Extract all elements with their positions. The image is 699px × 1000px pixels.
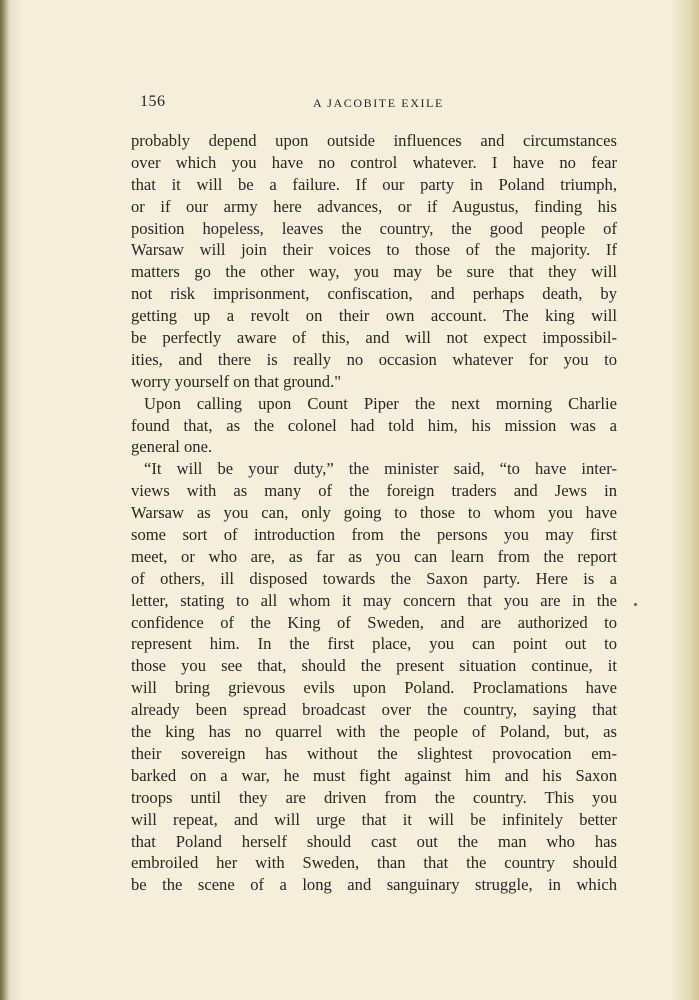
body-text xyxy=(131,130,617,896)
text-line: meet, or who are, as far as you can learn from the report xyxy=(131,546,617,566)
text-line: ities, and there is really no occasion whatever for you to xyxy=(131,349,617,369)
text-line: of others, ill disposed towards the Saxon party. Here is a xyxy=(131,568,617,588)
page-edge-shading xyxy=(671,0,699,1000)
text-line: troops until they are driven from the country. This you xyxy=(131,787,617,807)
text-line: their sovereign has without the slightest provocation em- xyxy=(131,743,617,763)
text-line: worry yourself on that ground." xyxy=(131,371,342,391)
text-line: general one. xyxy=(131,437,213,457)
text-line: will repeat, and will urge that it will be infinitely better xyxy=(131,809,617,829)
text-line: “It will be your duty,” the minister said, “to have inter- xyxy=(144,459,617,479)
text-line: will bring grievous evils upon Poland. Proclamations have xyxy=(131,678,617,698)
running-head xyxy=(140,93,615,113)
text-line: probably depend upon outside influences and circumstances xyxy=(131,131,617,150)
text-line: the king has no quarrel with the people of Poland, but, as xyxy=(131,722,617,742)
text-line: not risk imprisonment, confiscation, and perhaps death, by xyxy=(131,284,617,304)
text-line: position hopeless, leaves the country, the good people of xyxy=(131,218,617,238)
text-line: that it will be a failure. If our party in Poland triumph, xyxy=(131,174,617,194)
text-line: barked on a war, he must fight against him and his Saxon xyxy=(131,765,617,785)
text-line: over which you have no control whatever. I have no fear xyxy=(131,152,617,172)
text-line: or if our army here advances, or if Augustus, finding his xyxy=(131,196,617,216)
text-line: already been spread broadcast over the country, saying that xyxy=(131,700,617,720)
text-line: confidence of the King of Sweden, and are authorized to xyxy=(131,612,617,632)
text-line: letter, stating to all whom it may concern that you are in the xyxy=(131,590,617,610)
text-line: represent him. In the first place, you can point out to xyxy=(131,634,617,654)
book-spine-shadow xyxy=(0,0,10,1000)
text-line: be the scene of a long and sanguinary struggle, in which xyxy=(131,875,617,895)
text-line: some sort of introduction from the persons you may first xyxy=(131,525,617,545)
text-line: those you see that, should the present situation continue, it xyxy=(131,656,617,676)
text-line: embroiled her with Sweden, than that the country should xyxy=(131,853,617,873)
text-line: getting up a revolt on their own account. The king will xyxy=(131,306,617,326)
text-line: Upon calling upon Count Piper the next morning Charlie xyxy=(144,393,617,413)
text-line: Warsaw as you can, only going to those to whom you have xyxy=(131,503,617,523)
text-line: found that, as the colonel had told him, his mission was a xyxy=(131,415,617,435)
page-number: 156 xyxy=(140,93,166,110)
running-title: A JACOBITE EXILE xyxy=(313,96,444,110)
text-line: Warsaw will join their voices to those of the majority. If xyxy=(131,240,617,260)
text-line: matters go the other way, you may be sure that they will xyxy=(131,262,617,282)
text-line: views with as many of the foreign traders and Jews in xyxy=(131,481,617,501)
text-line: that Poland herself should cast out the man who has xyxy=(131,831,617,851)
text-line: be perfectly aware of this, and will not expect impossibil- xyxy=(131,328,617,348)
margin-speck xyxy=(634,603,637,606)
